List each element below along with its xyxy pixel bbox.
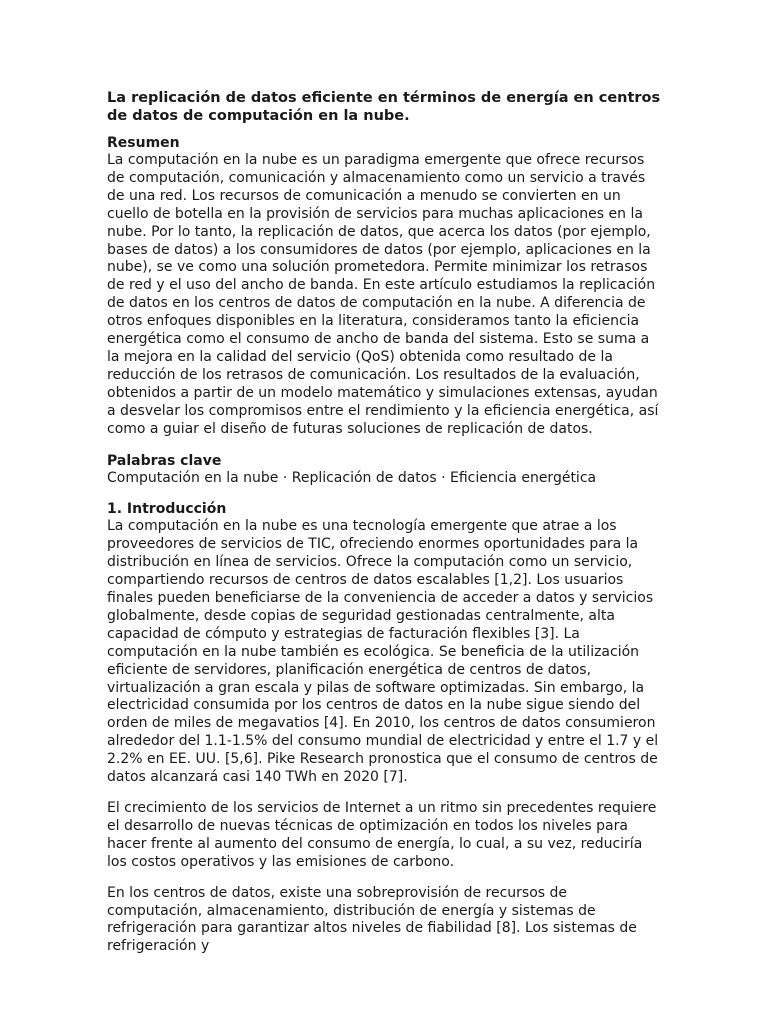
abstract-section <box>107 134 663 439</box>
paper-title: La replicación de datos eficiente en términos de energía en centros de datos de computación en la nube. <box>107 90 661 124</box>
abstract-text: La computación en la nube es un paradigma emergente que ofrece recursos de computación, comunicación y almacenamiento como un servicio a través de una red. Los recursos de comunicación a menudo se convierten en un cuello de botella en la provisión de servicios para muchas aplicaciones en la nube. Por lo tanto, la replicación de datos, que acerca los datos (por ejemplo, bases de datos) a los consumidores de datos (por ejemplo, aplicaciones en la nube), se ve como una solución prometedora. Permite minimizar los retrasos de red y el uso del ancho de banda. En este artículo estudiamos la replicación de datos en los centros de datos de computación en la nube. A diferencia de otros enfoques disponibles en la literatura, consideramos tanto la eficiencia energética como el consumo de ancho de banda del sistema. Esto se suma a la mejora en la calidad del servicio (QoS) obtenida como resultado de la reducción de los retrasos de comunicación. Los resultados de la evaluación, obtenidos a partir de un modelo matemático y simulaciones extensas, ayudan a desvelar los compromisos entre el rendimiento y la eficiencia energética, así como a guiar el diseño de futuras soluciones de replicación de datos. <box>107 152 659 437</box>
introduction-paragraph: En los centros de datos, existe una sobreprovisión de recursos de computación, almacenamiento, distribución de energía y sistemas de refrigeración para garantizar altos niveles de fiabilidad [8]. Los sistemas de refrigeración y <box>107 884 637 955</box>
keywords-heading: Palabras clave <box>107 452 222 469</box>
paper-page <box>107 89 663 965</box>
keywords-section <box>107 452 663 488</box>
introduction-heading: 1. Introducción <box>107 501 227 518</box>
introduction-paragraph: El crecimiento de los servicios de Internet a un ritmo sin precedentes requiere el desarrollo de nuevas técnicas de optimización en todos los niveles para hacer frente al aumento del consumo de energía, lo cual, a su vez, reduciría los costos operativos y las emisiones de carbono. <box>107 800 657 870</box>
keywords-text: Computación en la nube · Replicación de datos · Eficiencia energética <box>107 469 597 486</box>
introduction-paragraph: La computación en la nube es una tecnología emergente que atrae a los proveedores de servicios de TIC, ofreciendo enormes oportunidades para la distribución en línea de servicios. Ofrece la computación como un servicio, compartiendo recursos de centros de datos escalables [1,2]. Los usuarios finales pueden beneficiarse de la conveniencia de acceder a datos y servicios globalmente, desde copias de seguridad gestionadas centralmente, alta capacidad de cómputo y estrategias de facturación flexibles [3]. La computación en la nube también es ecológica. Se beneficia de la utilización eficiente de servidores, planificación energética de centros de datos, virtualización a gran escala y pilas de software optimizadas. Sin embargo, la electricidad consumida por los centros de datos en la nube sigue siendo del orden de miles de megavatios [4]. En 2010, los centros de datos consumieron alrededor del 1.1-1.5% del consumo mundial de electricidad y entre el 1.7 y el 2.2% en EE. UU. [5,6]. Pike Research pronostica que el consumo de centros de datos alcanzará casi 140 TWh en 2020 [7]. <box>107 518 659 786</box>
introduction-section <box>107 500 663 956</box>
abstract-heading: Resumen <box>107 135 180 151</box>
